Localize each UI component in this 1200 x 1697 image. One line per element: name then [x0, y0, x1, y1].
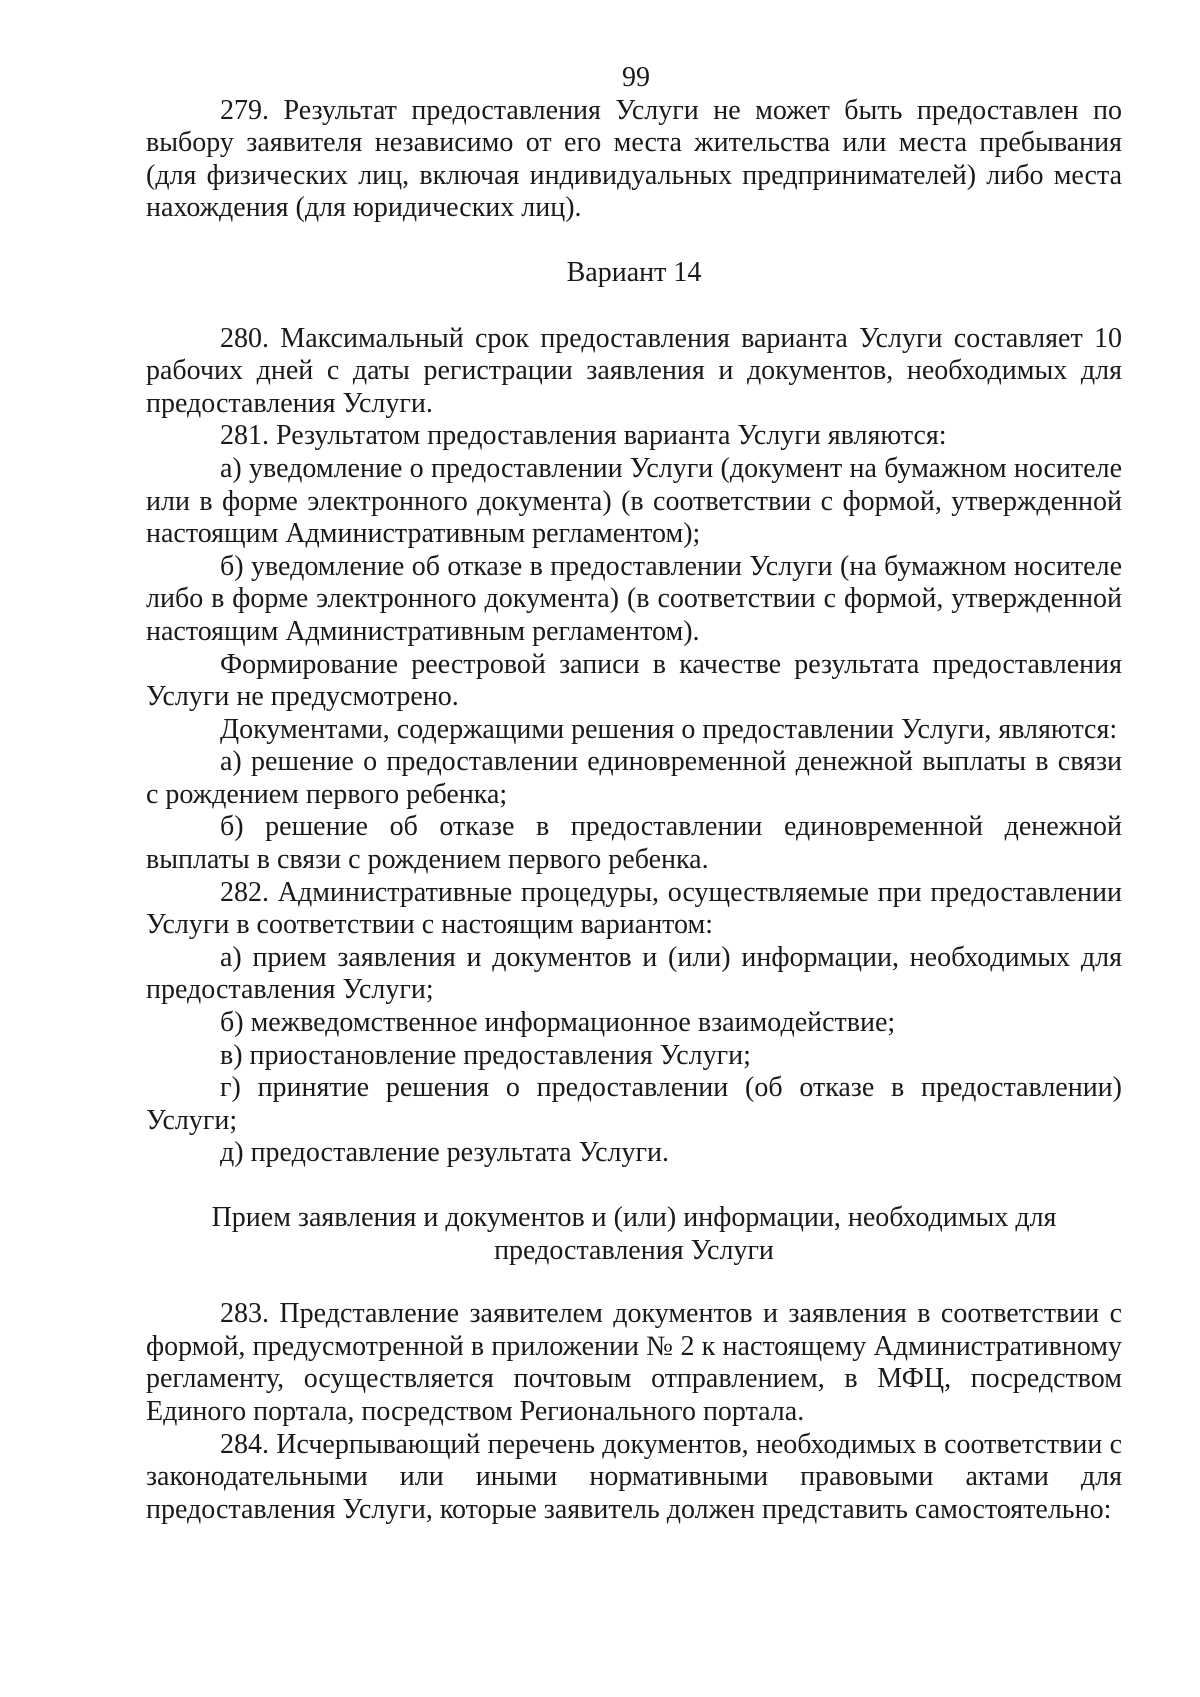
paragraph-decision-a: а) решение о предоставлении единовременной денежной выплаты в связи с рождением первого ребенка;	[146, 746, 1122, 810]
paragraph-282-a: а) прием заявления и документов и (или) информации, необходимых для предоставления Услуги;	[146, 941, 1122, 1006]
paragraph-decision-b: б) решение об отказе в предоставлении единовременной денежной выплаты в связи с рождением первого ребенка.	[146, 811, 1122, 876]
document-page	[146, 62, 1122, 1526]
paragraph-decision-documents: Документами, содержащими решения о предоставлении Услуги, являются:	[220, 713, 1118, 745]
paragraph-282-b: б) межведомственное информационное взаимодействие;	[220, 1007, 896, 1039]
paragraph-283: 283. Представление заявителем документов и заявления в соответствии с формой, предусмотренной в приложении № 2 к настоящему Административному регламенту, осуществляется почтовым отправлением, в МФЦ, посредством Единого портала, посредством Регионального портала.	[146, 1298, 1122, 1427]
paragraph-282-d: д) предоставление результата Услуги.	[220, 1137, 669, 1169]
paragraph-281-a: а) уведомление о предоставлении Услуги (документ на бумажном носителе или в форме электронного документа) (в соответствии с формой, утвержденной настоящим Административным регламентом);	[146, 452, 1122, 550]
paragraph-281: 281. Результатом предоставления варианта Услуги являются:	[220, 420, 947, 452]
paragraph-registry-note: Формирование реестровой записи в качестве результата предоставления Услуги не предусмотрено.	[146, 648, 1122, 713]
paragraph-281-b: б) уведомление об отказе в предоставлении Услуги (на бумажном носителе либо в форме электронного документа) (в соответствии с формой, утвержденной настоящим Административным регламентом).	[146, 550, 1122, 647]
paragraph-279: 279. Результат предоставления Услуги не может быть предоставлен по выбору заявителя независимо от его места жительства или места пребывания (для физических лиц, включая индивидуальных предпринимателей) либо места нахождения (для юридических лиц).	[146, 94, 1122, 224]
section-heading-variant-14: Вариант 14	[566, 256, 702, 288]
paragraph-280: 280. Максимальный срок предоставления варианта Услуги составляет 10 рабочих дней с даты регистрации заявления и документов, необходимых для предоставления Услуги.	[146, 322, 1122, 419]
page-number: 99	[622, 62, 650, 93]
paragraph-282-g: г) принятие решения о предоставлении (об отказе в предоставлении) Услуги;	[146, 1072, 1122, 1136]
paragraph-284: 284. Исчерпывающий перечень документов, необходимых в соответствии с законодательными или иными нормативными правовыми актами для предоставления Услуги, которые заявитель должен представить самостоятельно:	[146, 1428, 1122, 1525]
paragraph-282-v: в) приостановление предоставления Услуги;	[220, 1039, 751, 1071]
paragraph-282: 282. Административные процедуры, осуществляемые при предоставлении Услуги в соответствии с настоящим вариантом:	[146, 876, 1122, 941]
section-heading-application-intake: Прием заявления и документов и (или) информации, необходимых для предоставления Услуги	[211, 1202, 1057, 1266]
